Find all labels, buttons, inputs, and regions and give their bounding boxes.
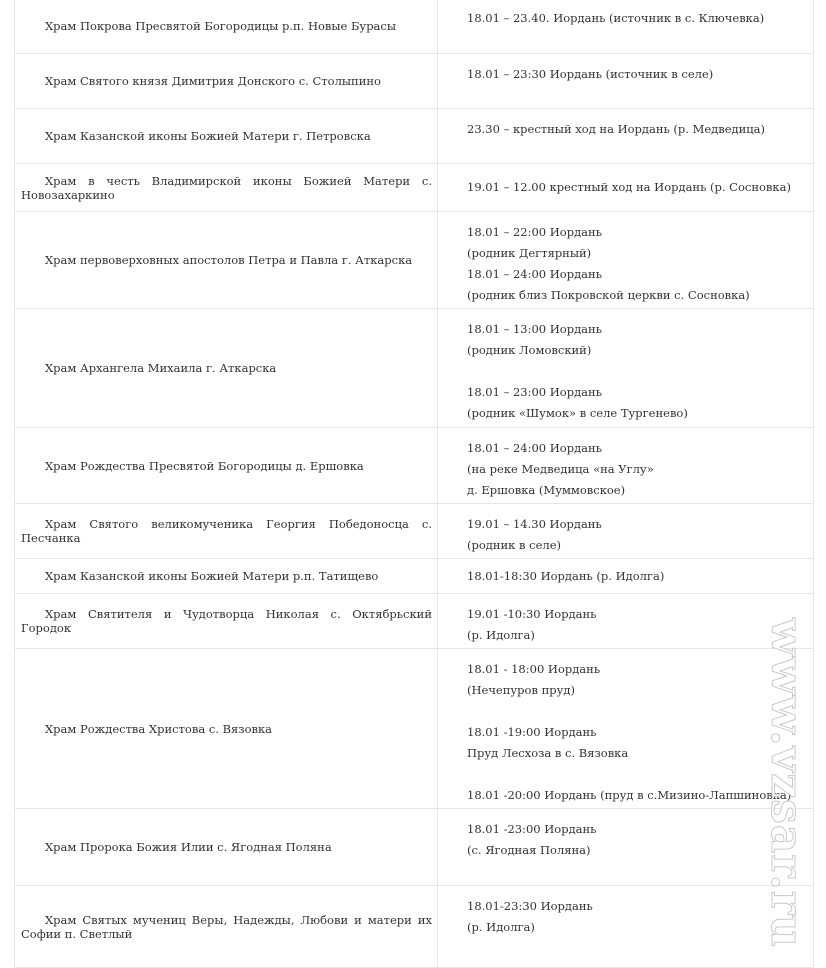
- schedule-line: д. Ершовка (Муммовское): [467, 483, 626, 497]
- temple-name: Храм Покрова Пресвятой Богородицы р.п. Новые Бурасы: [45, 18, 397, 33]
- temple-cell: [15, 594, 438, 648]
- schedule-line: (родник Дегтярный): [467, 246, 592, 260]
- table-row: [15, 54, 813, 109]
- schedule-cell: [438, 504, 813, 558]
- schedule-line: (родник «Шумок» в селе Тургенево): [467, 406, 688, 420]
- schedule-line: [467, 764, 805, 785]
- schedule-line: 18.01 -20:00 Иордань (пруд в с.Мизино-Лапшиновка): [467, 788, 792, 802]
- schedule-cell: [438, 0, 813, 53]
- schedule-line: (родник близ Покровской церкви с. Сосновка): [467, 288, 750, 302]
- schedule-line: 18.01 – 23.40. Иордань (источник в с. Ключевка): [467, 11, 765, 25]
- temple-cell: [15, 809, 438, 885]
- schedule-line: (с. Ягодная Поляна): [467, 843, 591, 857]
- temple-name: Храм первоверховных апостолов Петра и Павла г. Аткарска: [45, 253, 413, 267]
- temple-name: Храм Святителя и Чудотворца Николая с. Октябрьский Городок: [21, 607, 432, 635]
- schedule-line: [467, 701, 805, 722]
- schedule-line: 18.01 – 24:00 Иордань: [467, 441, 602, 455]
- schedule-cell: [438, 594, 813, 648]
- schedule-cell: [438, 309, 813, 427]
- temple-name: Храм Святого князя Димитрия Донского с. Столыпино: [45, 74, 381, 88]
- table-row: [15, 504, 813, 559]
- schedule-line: (р. Идолга): [467, 628, 535, 642]
- schedule-line: (на реке Медведица «на Углу»: [467, 462, 654, 476]
- temple-cell: [15, 504, 438, 558]
- temple-name: Храм Архангела Михаила г. Аткарска: [45, 361, 277, 375]
- temple-name: Храм в честь Владимирской иконы Божией Матери с. Новозахаркино: [21, 173, 432, 202]
- schedule-line: [467, 361, 805, 382]
- table-row: [15, 428, 813, 504]
- temple-cell: [15, 212, 438, 308]
- temple-cell: [15, 309, 438, 427]
- table-row: [15, 309, 813, 428]
- table-row: [15, 212, 813, 309]
- schedule-line: 18.01 – 13:00 Иордань: [467, 322, 602, 336]
- schedule-cell: [438, 164, 813, 211]
- schedule-line: 18.01 -19:00 Иордань: [467, 725, 597, 739]
- temple-name: Храм Святых мучениц Веры, Надежды, Любови и матери их Софии п. Светлый: [21, 912, 432, 941]
- schedule-line: 18.01-18:30 Иордань (р. Идолга): [467, 568, 665, 583]
- schedule-line: 18.01 -23:00 Иордань: [467, 822, 597, 836]
- temple-name: Храм Казанской иконы Божией Матери г. Петровска: [45, 129, 371, 143]
- table-row: [15, 0, 813, 54]
- schedule-cell: [438, 649, 813, 808]
- schedule-cell: [438, 559, 813, 593]
- temple-cell: [15, 164, 438, 211]
- schedule-line: 19.01 – 14.30 Иордань: [467, 517, 602, 531]
- watermark: www.vzsar.ru: [761, 618, 812, 948]
- schedule-line: (родник в селе): [467, 538, 561, 552]
- schedule-line: Пруд Лесхоза в с. Вязовка: [467, 746, 629, 760]
- schedule-line: (р. Идолга): [467, 920, 535, 934]
- temple-name: Храм Рождества Христова с. Вязовка: [45, 721, 273, 736]
- table-row: [15, 809, 813, 886]
- schedule-line: 18.01-23:30 Иордань: [467, 899, 593, 913]
- schedule-cell: [438, 809, 813, 885]
- temple-cell: [15, 886, 438, 967]
- table-row: [15, 109, 813, 164]
- schedule-table: [14, 0, 814, 968]
- schedule-cell: [438, 886, 813, 967]
- schedule-line: 18.01 – 23:00 Иордань: [467, 385, 602, 399]
- table-row: [15, 649, 813, 809]
- table-row: [15, 164, 813, 212]
- temple-name: Храм Казанской иконы Божией Матери р.п. Татищево: [45, 569, 379, 583]
- table-row: [15, 886, 813, 968]
- temple-name: Храм Рождества Пресвятой Богородицы д. Ершовка: [45, 458, 364, 473]
- temple-cell: [15, 54, 438, 108]
- schedule-line: 18.01 - 18:00 Иордань: [467, 662, 601, 676]
- schedule-line: (Нечепуров пруд): [467, 683, 575, 697]
- temple-name: Храм Святого великомученика Георгия Победоносца с. Песчанка: [21, 517, 432, 545]
- schedule-line: 18.01 – 23:30 Иордань (источник в селе): [467, 67, 714, 81]
- temple-cell: [15, 559, 438, 593]
- schedule-cell: [438, 109, 813, 163]
- temple-cell: [15, 649, 438, 808]
- temple-cell: [15, 0, 438, 53]
- schedule-cell: [438, 212, 813, 308]
- schedule-cell: [438, 428, 813, 503]
- schedule-line: 19.01 – 12.00 крестный ход на Иордань (р. Сосновка): [467, 180, 791, 194]
- schedule-cell: [438, 54, 813, 108]
- temple-name: Храм Пророка Божия Илии с. Ягодная Поляна: [45, 840, 332, 854]
- temple-cell: [15, 109, 438, 163]
- table-row: [15, 559, 813, 594]
- temple-cell: [15, 428, 438, 503]
- schedule-line: 23.30 – крестный ход на Иордань (р. Медведица): [467, 122, 766, 136]
- schedule-line: 18.01 – 22:00 Иордань: [467, 225, 602, 239]
- schedule-line: 19.01 -10:30 Иордань: [467, 607, 597, 621]
- schedule-line: (родник Ломовский): [467, 343, 592, 357]
- schedule-line: 18.01 – 24:00 Иордань: [467, 267, 602, 281]
- table-row: [15, 594, 813, 649]
